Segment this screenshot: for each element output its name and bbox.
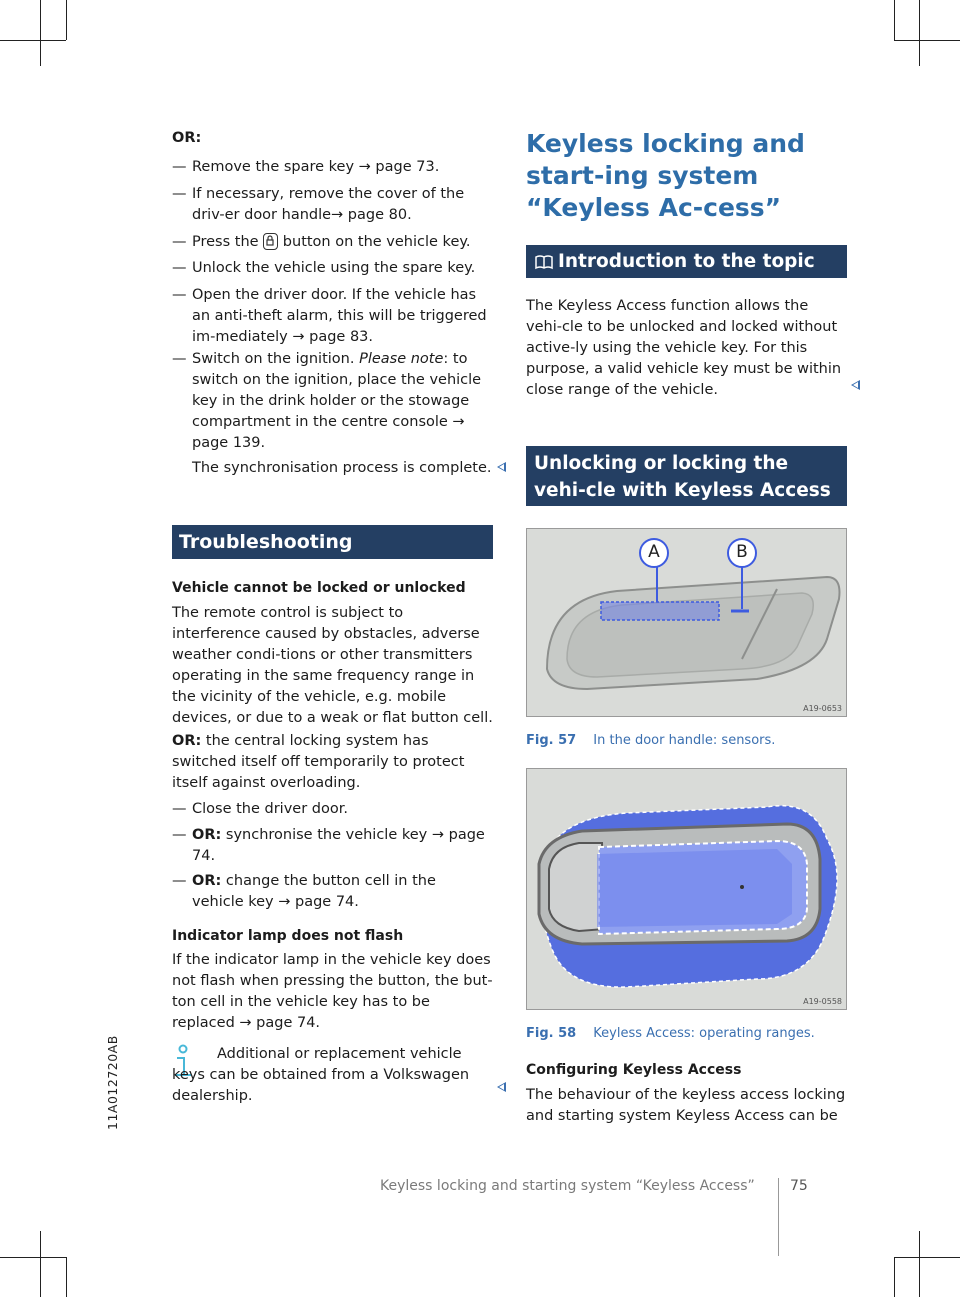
- crop-mark: [894, 40, 960, 41]
- crop-mark: [894, 0, 895, 40]
- crop-mark: [919, 1231, 920, 1297]
- indicator-heading: Indicator lamp does not flash: [172, 928, 404, 944]
- footer-divider: [778, 1178, 779, 1256]
- crop-mark: [0, 40, 66, 41]
- configuring-heading: Configuring Keyless Access: [526, 1062, 742, 1078]
- step-item: — Switch on the ignition. Please note: to switch on the ignition, place the vehicle key in the drink holder or the stowage compartment in the centre console → page 139.: [172, 351, 482, 451]
- section-end-icon: [851, 380, 860, 390]
- figure-57-door-handle: [526, 528, 847, 717]
- step-item: — Press the button on the vehicle key.: [172, 234, 471, 250]
- document-code: 11A012720AB: [105, 1035, 120, 1130]
- intro-text: The Keyless Access function allows the vehi-cle to be unlocked and locked without active-ly using the vehicle key. For this purpose, a valid vehicle key must be within close range of the vehicle.: [526, 298, 842, 398]
- crop-mark: [66, 0, 67, 40]
- figure-58-operating-ranges: [526, 768, 847, 1010]
- sync-complete-text: The synchronisation process is complete.: [192, 460, 492, 476]
- or-heading: OR:: [172, 130, 202, 146]
- crop-mark: [66, 1257, 67, 1297]
- marker-b: B: [736, 542, 748, 562]
- step-item: — Open the driver door. If the vehicle has an anti-theft alarm, this will be triggered im-mediately → page 83.: [172, 287, 487, 345]
- running-title: Keyless locking and starting system “Keyless Access”: [380, 1178, 755, 1194]
- vehicle-cannot-heading: Vehicle cannot be locked or unlocked: [172, 580, 466, 596]
- figure-57-caption: Fig. 57 In the door handle: sensors.: [526, 733, 776, 748]
- figure-code: A19-0653: [803, 704, 842, 713]
- vehicle-cannot-text: The remote control is subject to interference caused by obstacles, adverse weather condi-tions or other transmitters operating in the same frequency range in the vicinity of the vehicle, e.g. mobile devices, or due to a weak or flat button cell.: [172, 605, 493, 726]
- marker-a: A: [648, 542, 660, 562]
- page-number: 75: [790, 1178, 808, 1194]
- troubleshooting-banner: Troubleshooting: [172, 525, 493, 559]
- step-item: — Unlock the vehicle using the spare key.: [172, 260, 476, 276]
- figure-code: A19-0558: [803, 997, 842, 1006]
- configuring-text: The behaviour of the keyless access locking and starting system Keyless Access can be: [526, 1087, 846, 1124]
- crop-mark: [0, 1257, 66, 1258]
- figure-58-caption: Fig. 58 Keyless Access: operating ranges.: [526, 1026, 815, 1041]
- intro-banner: Introduction to the topic: [526, 245, 847, 278]
- main-title: Keyless locking and start-ing system “Keyless Ac-cess”: [526, 129, 805, 222]
- crop-mark: [894, 1257, 895, 1297]
- section-end-icon: [497, 1082, 506, 1092]
- step-item: — If necessary, remove the cover of the driv-er door handle→ page 80.: [172, 186, 465, 223]
- or-paragraph: OR: the central locking system has switched itself off temporarily to protect itself against overloading.: [172, 733, 465, 791]
- crop-mark: [40, 1231, 41, 1297]
- step-item: — Remove the spare key → page 73.: [172, 159, 440, 175]
- unlock-banner: Unlocking or locking the vehi-cle with Keyless Access: [526, 446, 847, 506]
- action-item: — OR: synchronise the vehicle key → page 74.: [172, 827, 485, 864]
- note-text: Additional or replacement vehicle keys can be obtained from a Volkswagen dealership.: [172, 1046, 470, 1104]
- crop-mark: [894, 1257, 960, 1258]
- action-item: — OR: change the button cell in the vehicle key → page 74.: [172, 873, 436, 910]
- indicator-text: If the indicator lamp in the vehicle key does not flash when pressing the button, the but-ton cell in the vehicle key has to be replaced → page 74.: [172, 952, 493, 1031]
- action-item: — Close the driver door.: [172, 801, 348, 817]
- book-icon: [534, 248, 554, 281]
- section-end-icon: [497, 462, 506, 472]
- crop-mark: [40, 0, 41, 66]
- lock-button-icon: [263, 233, 278, 250]
- crop-mark: [919, 0, 920, 66]
